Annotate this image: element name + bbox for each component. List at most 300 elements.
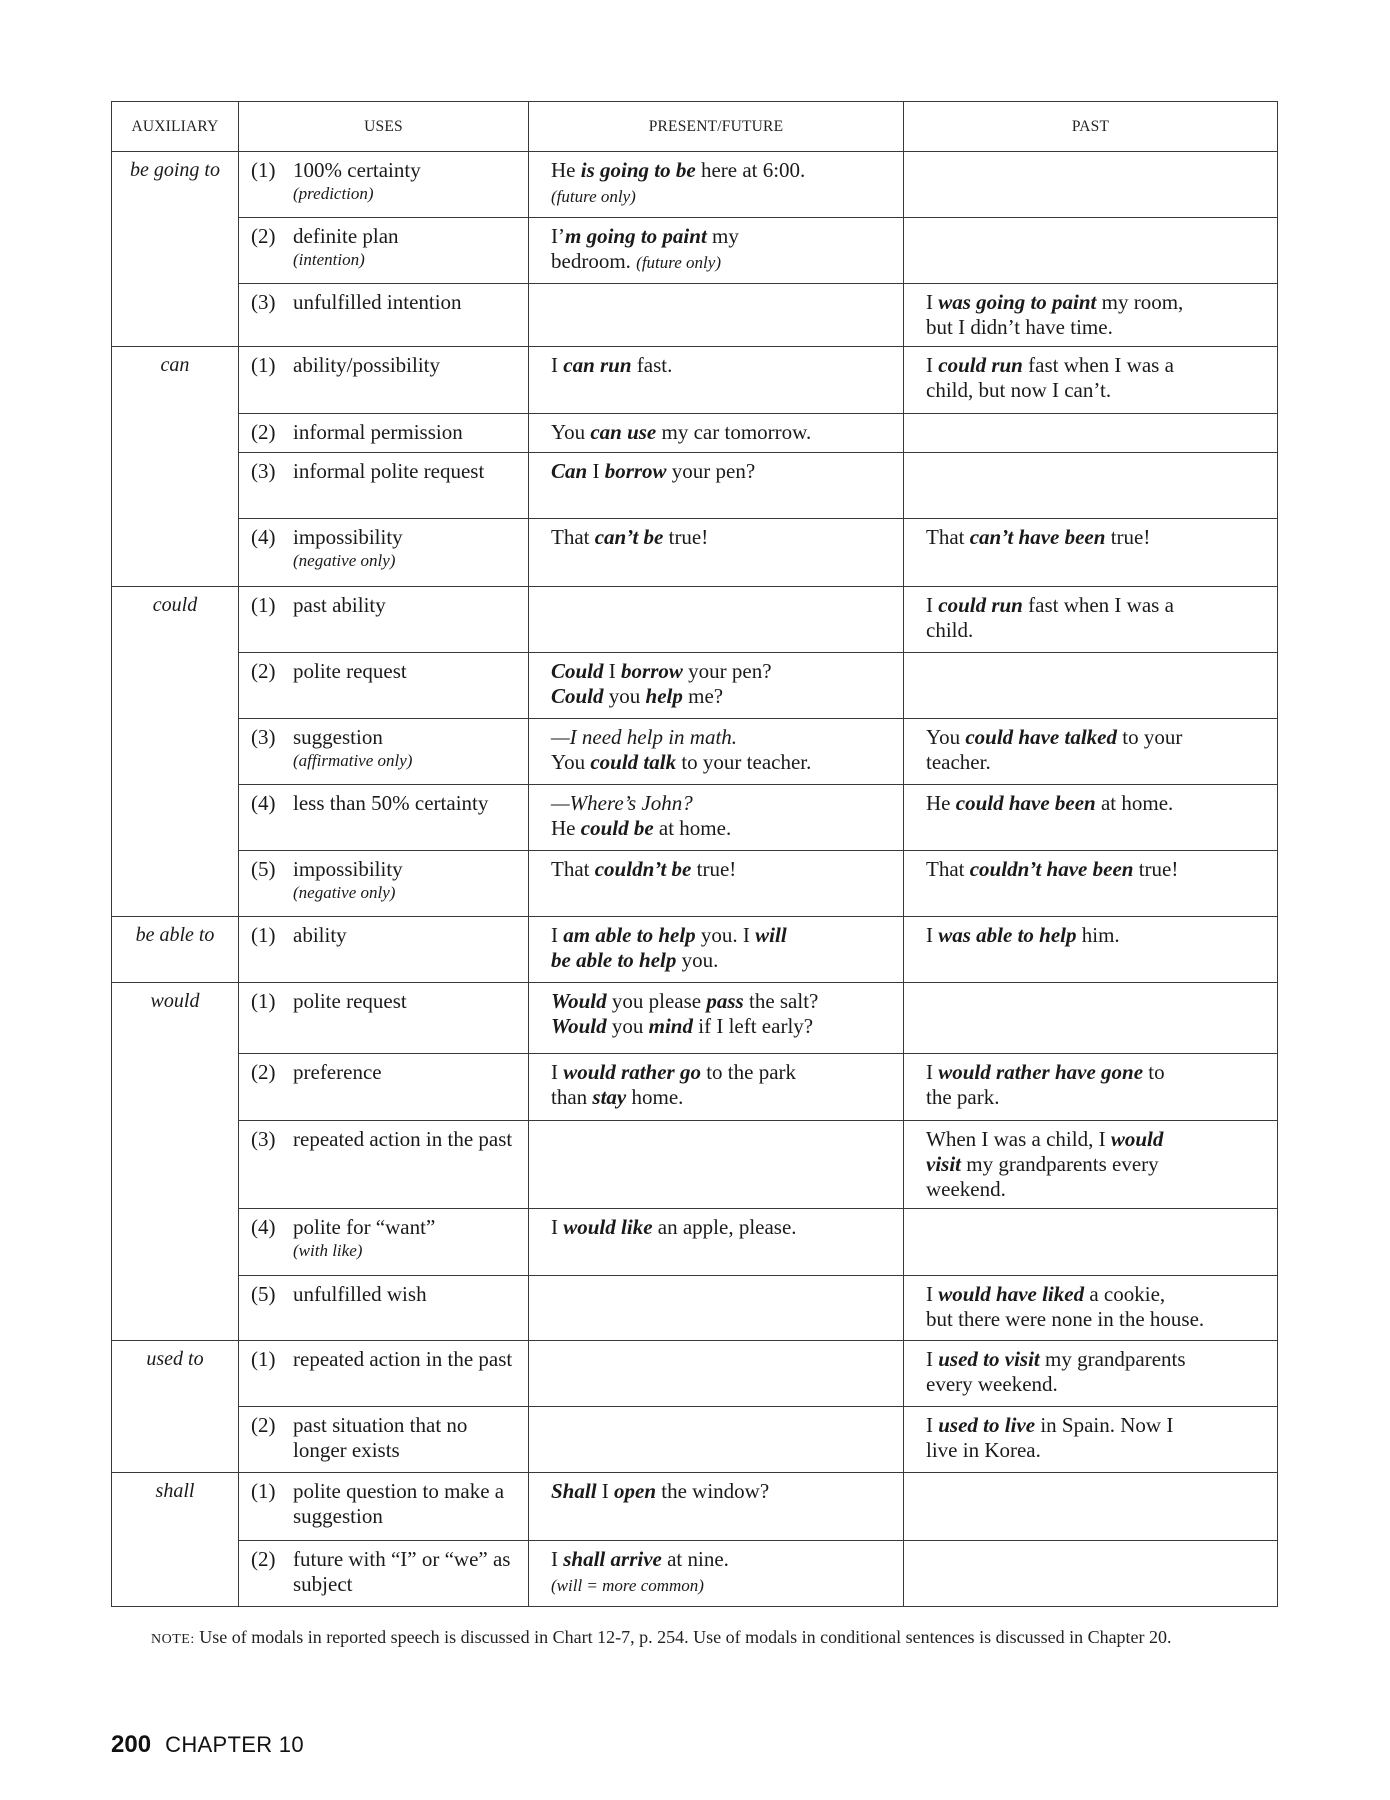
use-cell — [239, 983, 529, 1054]
text-segment: than — [551, 1085, 593, 1109]
text-segment: was going to paint — [938, 290, 1097, 314]
present-example-line — [551, 420, 893, 445]
text-segment: Would — [551, 989, 607, 1013]
text-segment: would rather have gone — [938, 1060, 1144, 1084]
use-content — [239, 519, 528, 572]
text-segment: (future only) — [551, 187, 636, 206]
use-cell — [239, 587, 529, 653]
use-description — [293, 593, 520, 618]
note-text: Use of modals in reported speech is discussed in Chart 12-7, p. 254. Use of modals in conditional sentences is discussed in Chapter 20. — [199, 1627, 1172, 1647]
text-segment: I — [926, 1347, 939, 1371]
table-row — [112, 152, 1278, 218]
text-segment: used to live — [938, 1413, 1036, 1437]
text-segment: would have liked — [938, 1282, 1085, 1306]
present-future-example — [529, 851, 904, 917]
past-example-line — [926, 618, 1267, 643]
text-segment: child, but now I can’t. — [926, 378, 1112, 402]
text-segment: would — [1110, 1127, 1164, 1151]
use-content — [239, 414, 528, 445]
table-row — [112, 414, 1278, 453]
text-segment: open — [614, 1479, 657, 1503]
text-segment: if I left early? — [693, 1014, 814, 1038]
use-description — [293, 353, 520, 378]
text-segment: true! — [1105, 525, 1151, 549]
past-example-line — [926, 1413, 1267, 1438]
text-segment: here at 6:00. — [695, 158, 806, 182]
auxiliary-cell: shall — [112, 1473, 239, 1607]
use-description — [293, 1479, 520, 1529]
use-label: repeated action in the past — [293, 1347, 513, 1371]
use-number: (4) — [251, 525, 276, 549]
present-future-example — [529, 1341, 904, 1407]
past-example — [904, 1121, 1278, 1209]
text-segment: would rather go — [563, 1060, 701, 1084]
use-content — [239, 851, 528, 904]
text-segment: visit — [926, 1152, 961, 1176]
text-segment: borrow — [604, 459, 667, 483]
present-future-example — [529, 785, 904, 851]
present-future-example — [529, 453, 904, 519]
use-description — [293, 1215, 520, 1262]
table-row — [112, 917, 1278, 983]
past-example — [904, 983, 1278, 1054]
use-note: (affirmative only) — [293, 751, 413, 770]
text-segment: I — [551, 923, 564, 947]
past-example — [904, 152, 1278, 218]
past-example-line — [926, 1438, 1267, 1463]
use-number: (1) — [251, 1479, 276, 1503]
use-cell — [239, 1054, 529, 1121]
use-description — [293, 420, 520, 445]
text-segment: can use — [590, 420, 657, 444]
use-description — [293, 791, 520, 816]
present-future-example — [529, 587, 904, 653]
footnote — [151, 1625, 1286, 1652]
past-example-line — [926, 1307, 1267, 1332]
use-number: (2) — [251, 420, 276, 444]
use-number: (1) — [251, 593, 276, 617]
use-cell — [239, 1541, 529, 1607]
text-segment: my room, — [1096, 290, 1184, 314]
present-future-example — [529, 653, 904, 719]
text-segment: bedroom. — [551, 249, 637, 273]
present-example-line — [551, 791, 893, 816]
present-example-line — [551, 525, 893, 550]
use-content — [239, 1473, 528, 1529]
use-content — [239, 1054, 528, 1085]
past-example — [904, 1473, 1278, 1541]
auxiliary-cell: be able to — [112, 917, 239, 983]
page-footer — [111, 1731, 304, 1759]
past-example-line — [926, 1127, 1267, 1152]
text-segment: to your teacher. — [676, 750, 812, 774]
use-description — [293, 1127, 520, 1152]
past-example-line — [926, 353, 1267, 378]
use-content — [239, 1121, 528, 1152]
text-segment: He — [551, 158, 581, 182]
table-row — [112, 851, 1278, 917]
use-description — [293, 158, 520, 205]
text-segment: stay — [592, 1085, 627, 1109]
past-example-line — [926, 1177, 1267, 1202]
text-segment: You — [551, 420, 591, 444]
text-segment: you — [606, 1014, 649, 1038]
use-cell — [239, 1121, 529, 1209]
text-segment: is going to be — [580, 158, 696, 182]
use-label: suggestion — [293, 725, 383, 749]
present-example-line — [551, 1060, 893, 1085]
text-segment: true! — [1133, 857, 1179, 881]
text-segment: child. — [926, 618, 974, 642]
present-future-example — [529, 1473, 904, 1541]
header-uses: USES — [239, 102, 529, 152]
table-body — [112, 152, 1278, 1607]
text-segment: teacher. — [926, 750, 991, 774]
past-example — [904, 519, 1278, 587]
text-segment: the park. — [926, 1085, 1000, 1109]
use-description — [293, 725, 520, 772]
table-row — [112, 587, 1278, 653]
use-number: (2) — [251, 659, 276, 683]
use-label: less than 50% certainty — [293, 791, 489, 815]
text-segment: the window? — [656, 1479, 770, 1503]
text-segment: I — [926, 1282, 939, 1306]
use-number: (2) — [251, 1060, 276, 1084]
present-future-example — [529, 218, 904, 284]
present-example-line — [551, 353, 893, 378]
use-note: (negative only) — [293, 551, 396, 570]
text-segment: me? — [682, 684, 724, 708]
past-example — [904, 1276, 1278, 1341]
use-content — [239, 1209, 528, 1262]
use-number: (3) — [251, 725, 276, 749]
present-example-line — [551, 1215, 893, 1240]
text-segment: That — [926, 857, 970, 881]
text-segment: That — [551, 857, 595, 881]
use-cell — [239, 851, 529, 917]
auxiliary-cell: can — [112, 347, 239, 587]
present-example-line — [551, 1014, 893, 1039]
past-example — [904, 851, 1278, 917]
chapter-label: CHAPTER 10 — [165, 1732, 304, 1757]
text-segment: could be — [580, 816, 654, 840]
text-segment: fast when I was a — [1022, 593, 1174, 617]
present-example-line — [551, 1572, 893, 1598]
use-description — [293, 224, 520, 271]
text-segment: you — [603, 684, 646, 708]
use-label: ability — [293, 923, 347, 947]
use-label: informal permission — [293, 420, 463, 444]
past-example — [904, 1054, 1278, 1121]
past-example — [904, 218, 1278, 284]
table-row — [112, 785, 1278, 851]
auxiliary-cell: could — [112, 587, 239, 917]
present-future-example — [529, 1054, 904, 1121]
use-cell — [239, 1341, 529, 1407]
past-example-line — [926, 1085, 1267, 1110]
header-present-future: PRESENT/FUTURE — [529, 102, 904, 152]
table-row — [112, 983, 1278, 1054]
use-label: 100% certainty — [293, 158, 421, 182]
past-example — [904, 284, 1278, 347]
text-segment: I — [926, 1060, 939, 1084]
table-row — [112, 1121, 1278, 1209]
text-segment: That — [926, 525, 970, 549]
text-segment: I — [551, 353, 564, 377]
table-row — [112, 284, 1278, 347]
use-content — [239, 1407, 528, 1463]
present-example-line — [551, 459, 893, 484]
text-segment: I — [551, 1547, 564, 1571]
past-example — [904, 1341, 1278, 1407]
text-segment: live in Korea. — [926, 1438, 1041, 1462]
use-label: preference — [293, 1060, 382, 1084]
use-note: (negative only) — [293, 883, 396, 902]
text-segment: you please — [606, 989, 707, 1013]
table-row — [112, 1209, 1278, 1276]
use-cell — [239, 719, 529, 785]
use-description — [293, 525, 520, 572]
use-content — [239, 587, 528, 618]
auxiliary-cell: be going to — [112, 152, 239, 347]
present-future-example — [529, 719, 904, 785]
text-segment: You — [926, 725, 966, 749]
use-description — [293, 857, 520, 904]
text-segment: shall arrive — [563, 1547, 662, 1571]
use-label: repeated action in the past — [293, 1127, 513, 1151]
use-content — [239, 653, 528, 684]
text-segment: will — [755, 923, 787, 947]
use-label: polite question to make a suggestion — [293, 1479, 505, 1528]
use-label: unfulfilled wish — [293, 1282, 427, 1306]
use-content — [239, 347, 528, 378]
text-segment: —I need help in math. — [551, 725, 738, 749]
past-example-line — [926, 1152, 1267, 1177]
text-segment: but I didn’t have time. — [926, 315, 1113, 339]
past-example — [904, 719, 1278, 785]
use-label: informal polite request — [293, 459, 485, 483]
table-row — [112, 719, 1278, 785]
use-number: (2) — [251, 1547, 276, 1571]
past-example-line — [926, 1347, 1267, 1372]
past-example-line — [926, 1372, 1267, 1397]
table-row — [112, 1276, 1278, 1341]
text-segment: was able to help — [938, 923, 1077, 947]
use-label: ability/possibility — [293, 353, 441, 377]
use-description — [293, 1347, 520, 1372]
use-description — [293, 1282, 520, 1307]
present-example-line — [551, 923, 893, 948]
present-future-example — [529, 917, 904, 983]
text-segment: your pen? — [666, 459, 756, 483]
past-example — [904, 785, 1278, 851]
header-past: PAST — [904, 102, 1278, 152]
text-segment: would like — [563, 1215, 653, 1239]
use-cell — [239, 1276, 529, 1341]
text-segment: true! — [691, 857, 737, 881]
text-segment: at home. — [653, 816, 732, 840]
text-segment: the salt? — [743, 989, 819, 1013]
present-example-line — [551, 857, 893, 882]
text-segment: help — [645, 684, 683, 708]
past-example — [904, 347, 1278, 414]
text-segment: weekend. — [926, 1177, 1006, 1201]
use-description — [293, 1060, 520, 1085]
text-segment: I — [587, 459, 605, 483]
past-example — [904, 1407, 1278, 1473]
text-segment: couldn’t be — [594, 857, 692, 881]
text-segment: can’t be — [594, 525, 664, 549]
use-content — [239, 1341, 528, 1372]
use-description — [293, 989, 520, 1014]
text-segment: could run — [938, 593, 1023, 617]
text-segment: your pen? — [682, 659, 772, 683]
past-example-line — [926, 525, 1267, 550]
text-segment: can’t have been — [969, 525, 1106, 549]
present-future-example — [529, 983, 904, 1054]
use-cell — [239, 917, 529, 983]
present-future-example — [529, 414, 904, 453]
present-example-line — [551, 659, 893, 684]
use-label: past situation that no longer exists — [293, 1413, 468, 1462]
present-example-line — [551, 816, 893, 841]
text-segment: He — [926, 791, 956, 815]
past-example-line — [926, 1282, 1267, 1307]
present-future-example — [529, 347, 904, 414]
text-segment: I — [926, 923, 939, 947]
text-segment: could run — [938, 353, 1023, 377]
text-segment: a cookie, — [1084, 1282, 1166, 1306]
past-example — [904, 587, 1278, 653]
use-cell — [239, 453, 529, 519]
text-segment: fast. — [631, 353, 673, 377]
use-number: (3) — [251, 459, 276, 483]
text-segment: can run — [563, 353, 632, 377]
present-example-line — [551, 684, 893, 709]
text-segment: could have been — [955, 791, 1096, 815]
text-segment: —Where’s John? — [551, 791, 693, 815]
page-number: 200 — [111, 1731, 152, 1758]
text-segment: be able to help — [551, 948, 677, 972]
text-segment: could have talked — [965, 725, 1117, 749]
present-future-example — [529, 1541, 904, 1607]
use-description — [293, 1413, 520, 1463]
present-example-line — [551, 1479, 893, 1504]
text-segment: I — [926, 290, 939, 314]
use-label: unfulfilled intention — [293, 290, 462, 314]
text-segment: I’ — [551, 224, 565, 248]
table-row — [112, 453, 1278, 519]
text-segment: you. — [676, 948, 719, 972]
text-segment: to — [1143, 1060, 1165, 1084]
table-row — [112, 1541, 1278, 1607]
table-row — [112, 1407, 1278, 1473]
text-segment: Could — [551, 684, 604, 708]
table-row — [112, 1473, 1278, 1541]
use-content — [239, 1541, 528, 1597]
text-segment: I — [603, 659, 622, 683]
text-segment: I — [551, 1215, 564, 1239]
text-segment: at nine. — [661, 1547, 729, 1571]
present-future-example — [529, 152, 904, 218]
use-number: (1) — [251, 353, 276, 377]
use-content — [239, 719, 528, 772]
use-description — [293, 1547, 520, 1597]
past-example-line — [926, 315, 1267, 340]
use-number: (5) — [251, 1282, 276, 1306]
present-example-line — [551, 725, 893, 750]
table-row — [112, 653, 1278, 719]
text-segment: pass — [706, 989, 744, 1013]
use-description — [293, 659, 520, 684]
text-segment: Could — [551, 659, 604, 683]
past-example-line — [926, 1060, 1267, 1085]
use-content — [239, 785, 528, 816]
use-label: impossibility — [293, 857, 403, 881]
text-segment: him. — [1076, 923, 1120, 947]
text-segment: but there were none in the house. — [926, 1307, 1205, 1331]
use-content — [239, 983, 528, 1014]
present-example-line — [551, 1085, 893, 1110]
use-cell — [239, 1209, 529, 1276]
text-segment: at home. — [1095, 791, 1174, 815]
text-segment: You — [551, 750, 591, 774]
table-row — [112, 347, 1278, 414]
text-segment: every weekend. — [926, 1372, 1058, 1396]
use-cell — [239, 519, 529, 587]
present-future-example — [529, 1407, 904, 1473]
text-segment: mind — [648, 1014, 693, 1038]
use-label: polite request — [293, 659, 407, 683]
text-segment: I — [551, 1060, 564, 1084]
text-segment: When I was a child, I — [926, 1127, 1111, 1151]
use-content — [239, 218, 528, 271]
use-content — [239, 1276, 528, 1307]
use-label: polite for “want” — [293, 1215, 436, 1239]
use-number: (5) — [251, 857, 276, 881]
use-label: polite request — [293, 989, 407, 1013]
use-cell — [239, 414, 529, 453]
table-header-row — [112, 102, 1278, 152]
text-segment: my grandparents — [1039, 1347, 1186, 1371]
use-cell — [239, 218, 529, 284]
table-row — [112, 218, 1278, 284]
present-example-line — [551, 1547, 893, 1572]
header-auxiliary: AUXILIARY — [112, 102, 239, 152]
past-example — [904, 453, 1278, 519]
text-segment: I — [926, 1413, 939, 1437]
use-cell — [239, 152, 529, 218]
present-future-example — [529, 284, 904, 347]
present-future-example — [529, 1209, 904, 1276]
text-segment: couldn’t have been — [969, 857, 1134, 881]
text-segment: borrow — [621, 659, 683, 683]
past-example-line — [926, 378, 1267, 403]
use-label: future with “I” or “we” as subject — [293, 1547, 511, 1596]
auxiliary-cell: used to — [112, 1341, 239, 1473]
past-example-line — [926, 290, 1267, 315]
present-future-example — [529, 519, 904, 587]
note-label: NOTE: — [151, 1632, 195, 1647]
past-example-line — [926, 750, 1267, 775]
use-cell — [239, 653, 529, 719]
text-segment: Would — [551, 1014, 607, 1038]
use-content — [239, 917, 528, 948]
use-note: (intention) — [293, 250, 365, 269]
text-segment: true! — [663, 525, 709, 549]
use-note: (with like) — [293, 1241, 363, 1260]
present-example-line — [551, 158, 893, 183]
